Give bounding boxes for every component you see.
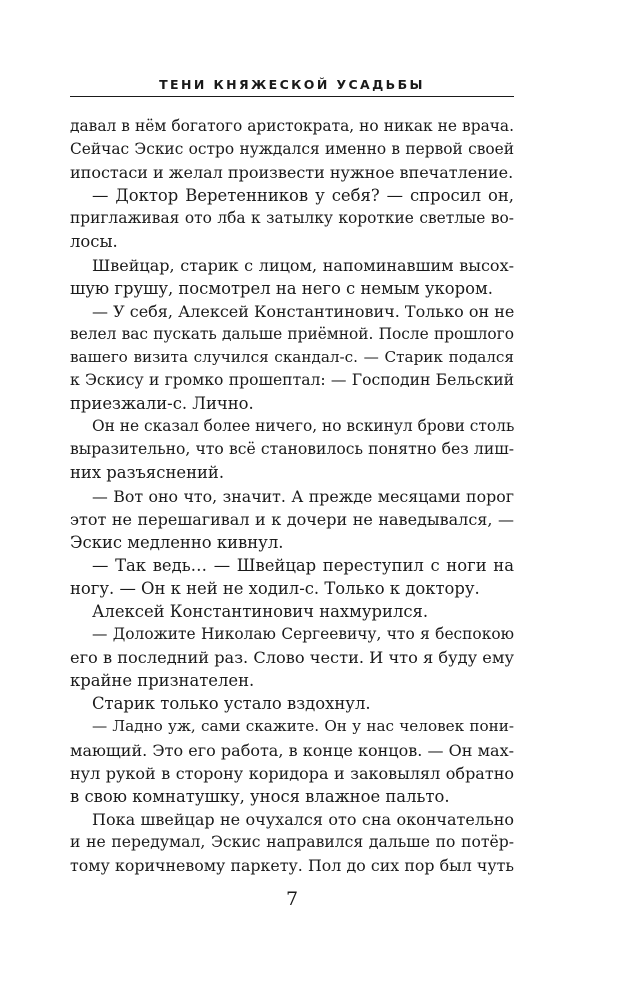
- text-line: тому коричневому паркету. Пол до сих пор был чуть: [70, 856, 514, 875]
- text-line: шую грушу, посмотрел на него с немым укором.: [70, 278, 493, 298]
- page-number: 7: [285, 888, 299, 910]
- text-line: мающий. Это его работа, в конце концов. — Он мах-: [70, 740, 514, 760]
- text-line: — У себя, Алексей Константинович. Только он не: [92, 301, 515, 321]
- text-line: Швейцар, старик с лицом, напоминавшим высох-: [92, 255, 514, 275]
- text-line: вашего визита случился скандал-с. — Старик подался: [70, 347, 514, 366]
- header-rule: [70, 96, 514, 97]
- text-line: приглаживая ото лба к затылку короткие светлые во-: [70, 209, 514, 228]
- text-line: — Так ведь… — Швейцар переступил с ноги на: [92, 555, 514, 575]
- text-line: — Ладно уж, сами скажите. Он у нас человек пони-: [92, 717, 514, 736]
- text-line: — Доктор Веретенников у себя? — спросил он,: [92, 186, 514, 206]
- text-line: нул рукой в сторону коридора и заковылял обратно: [70, 763, 514, 783]
- text-line: этот не перешагивал и к дочери не наведывался, —: [70, 509, 514, 529]
- body-text: [70, 115, 514, 877]
- text-line: лосы.: [70, 232, 118, 252]
- text-line: и не передумал, Эскис направился дальше по потёр-: [70, 832, 514, 851]
- text-line: велел вас пускать дальше приёмной. После прошлого: [70, 324, 514, 343]
- text-line: ногу. — Он к ней не ходил-с. Только к доктору.: [70, 578, 480, 598]
- text-line: Сейчас Эскис остро нуждался именно в первой своей: [70, 140, 514, 159]
- text-line: Пока швейцар не очухался ото сна окончательно: [92, 809, 514, 829]
- text-line: Он не сказал более ничего, но вскинул брови столь: [92, 417, 515, 436]
- text-line: приезжали-с. Лично.: [70, 394, 254, 414]
- text-line: его в последний раз. Слово чести. И что я буду ему: [70, 648, 514, 668]
- text-line: Эскис медленно кивнул.: [70, 532, 284, 552]
- text-line: в свою комнатушку, унося влажное пальто.: [70, 786, 450, 806]
- text-line: — Вот оно что, значит. А прежде месяцами порог: [92, 486, 514, 506]
- text-line: к Эскису и громко прошептал: — Господин Бельский: [70, 371, 514, 390]
- text-line: Алексей Константинович нахмурился.: [92, 601, 429, 621]
- text-line: Старик только устало вздохнул.: [92, 694, 371, 714]
- running-head-title: ТЕНИ КНЯЖЕСКОЙ УСАДЬБЫ: [159, 77, 425, 92]
- text-line: выразительно, что всё становилось понятно без лиш-: [70, 440, 514, 459]
- text-line: — Доложите Николаю Сергеевичу, что я беспокою: [92, 625, 514, 644]
- text-line: давал в нём богатого аристократа, но никак не врача.: [70, 117, 514, 135]
- text-line: ипостаси и желал произвести нужное впечатление.: [70, 163, 514, 183]
- text-line: крайне признателен.: [70, 671, 255, 691]
- text-line: них разъяснений.: [70, 463, 225, 483]
